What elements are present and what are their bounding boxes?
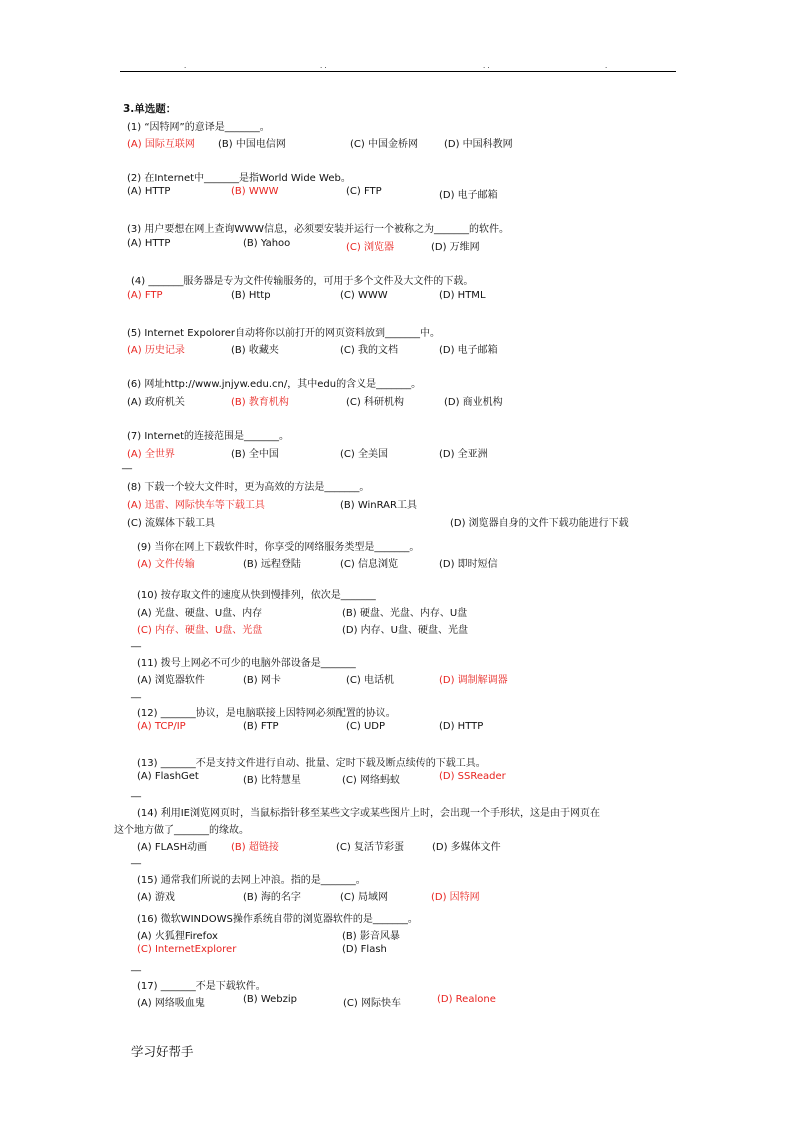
- option-d: (D) 多媒体文件: [432, 842, 501, 853]
- option-b: (B) Http: [231, 290, 271, 301]
- separator-dash: __: [131, 637, 141, 648]
- option-b: (B) 硬盘、光盘、内存、U盘: [342, 608, 468, 619]
- option-a: (A) 全世界: [127, 449, 175, 460]
- question-text: (4) _______服务器是专为文件传输服务的，可用于多个文件及大文件的下载。: [131, 276, 474, 287]
- option-d: (D) HTML: [439, 290, 486, 301]
- option-b: (B) FTP: [243, 721, 279, 732]
- separator-dash: __: [131, 854, 141, 865]
- question-text: (16) 微软WINDOWS操作系统自带的浏览器软件的是_______。: [137, 914, 418, 925]
- option-d: (D) 浏览器自身的文件下载功能进行下载: [450, 518, 629, 529]
- option-a: (A) 国际互联网: [127, 139, 195, 150]
- option-c: (C) 电话机: [346, 675, 394, 686]
- option-b: (B) 比特慧星: [243, 775, 301, 786]
- option-d: (D) 因特网: [431, 892, 480, 903]
- question-text: (2) 在Internet中_______是指World Wide Web。: [127, 173, 351, 184]
- option-a: (A) 迅雷、网际快车等下载工具: [127, 500, 265, 511]
- question-text: (15) 通常我们所说的去网上冲浪。指的是_______。: [137, 875, 366, 886]
- section-title: 3.单选题：: [123, 103, 177, 115]
- option-a: (A) 历史记录: [127, 345, 185, 356]
- option-c: (C) 信息浏览: [340, 559, 398, 570]
- option-b: (B) WinRAR工具: [340, 500, 417, 511]
- question-text: (3) 用户要想在网上查询WWW信息，必须要安装并运行一个被称之为_______的软件。: [127, 224, 510, 235]
- option-c: (C) 浏览器: [346, 242, 394, 253]
- option-c: (C) 网络蚂蚁: [342, 775, 400, 786]
- option-a: (A) 政府机关: [127, 397, 185, 408]
- option-d: (D) Realone: [437, 994, 496, 1005]
- option-b: (B) 远程登陆: [243, 559, 301, 570]
- option-b: (B) 网卡: [243, 675, 281, 686]
- option-c: (C) 内存、硬盘、U盘、光盘: [137, 625, 263, 636]
- option-d: (D) 中国科教网: [444, 139, 513, 150]
- option-c: (C) FTP: [346, 186, 382, 197]
- question-text: (5) Internet Expolorer自动将你以前打开的网页资料放到_______中。: [127, 328, 440, 339]
- option-a: (A) 网络吸血鬼: [137, 998, 205, 1009]
- option-b: (B) 教育机构: [231, 397, 289, 408]
- option-b: (B) 超链接: [231, 842, 279, 853]
- option-a: (A) HTTP: [127, 238, 171, 249]
- question-text-continued: 这个地方做了_______的缘故。: [114, 825, 249, 836]
- question-text: (13) _______不是支持文件进行自动、批量、定时下载及断点续传的下载工具。: [137, 758, 486, 769]
- option-d: (D) 全亚洲: [439, 449, 488, 460]
- option-c: (C) 中国金桥网: [350, 139, 418, 150]
- option-d: (D) 电子邮箱: [439, 190, 498, 201]
- header-mark: . .: [483, 62, 490, 70]
- option-d: (D) Flash: [342, 944, 387, 955]
- option-c: (C) InternetExplorer: [137, 944, 237, 955]
- option-d: (D) HTTP: [439, 721, 484, 732]
- question-text: (11) 拨号上网必不可少的电脑外部设备是_______: [137, 658, 356, 669]
- option-b: (B) Yahoo: [243, 238, 291, 249]
- option-c: (C) 全美国: [340, 449, 388, 460]
- option-a: (A) 文件传输: [137, 559, 195, 570]
- option-a: (A) 游戏: [137, 892, 175, 903]
- option-c: (C) 复活节彩蛋: [336, 842, 404, 853]
- option-c: (C) 局域网: [340, 892, 388, 903]
- option-a: (A) 浏览器软件: [137, 675, 205, 686]
- option-b: (B) Webzip: [243, 994, 298, 1005]
- option-b: (B) 全中国: [231, 449, 279, 460]
- separator-dash: __: [131, 787, 141, 798]
- question-text: (12) _______协议，是电脑联接上因特网必须配置的协议。: [137, 708, 396, 719]
- option-a: (A) FTP: [127, 290, 163, 301]
- option-d: (D) 调制解调器: [439, 675, 508, 686]
- separator-dash: __: [131, 688, 141, 699]
- option-c: (C) 我的文档: [340, 345, 398, 356]
- option-d: (D) 内存、U盘、硬盘、光盘: [342, 625, 469, 636]
- question-text: (8) 下载一个较大文件时，更为高效的方法是_______。: [127, 482, 370, 493]
- header-mark: . .: [320, 62, 327, 70]
- footer-text: 学习好帮手: [131, 1044, 194, 1059]
- option-c: (C) 科研机构: [346, 397, 404, 408]
- option-a: (A) HTTP: [127, 186, 171, 197]
- option-b: (B) 影音风暴: [342, 931, 400, 942]
- option-a: (A) FLASH动画: [137, 842, 208, 853]
- option-b: (B) 收藏夹: [231, 345, 279, 356]
- separator-dash: __: [122, 459, 132, 470]
- separator-dash: __: [131, 961, 141, 972]
- question-text: (6) 网址http://www.jnjyw.edu.cn/，其中edu的含义是_______。: [127, 379, 422, 390]
- option-a: (A) 光盘、硬盘、U盘、内存: [137, 608, 263, 619]
- option-b: (B) WWW: [231, 186, 279, 197]
- header-rule: [120, 71, 676, 72]
- question-text: (9) 当你在网上下载软件时，你享受的网络服务类型是_______。: [137, 542, 420, 553]
- option-d: (D) 万维网: [431, 242, 480, 253]
- option-b: (B) 海的名字: [243, 892, 301, 903]
- question-text: (10) 按存取文件的速度从快到慢排列，依次是_______: [137, 590, 376, 601]
- option-a: (A) TCP/IP: [137, 721, 186, 732]
- option-a: (A) FlashGet: [137, 771, 199, 782]
- question-text: (7) Internet的连接范围是_______。: [127, 431, 290, 442]
- option-d: (D) 电子邮箱: [439, 345, 498, 356]
- question-text: (14) 利用IE浏览网页时，当鼠标指针移至某些文字或某些图片上时，会出现一个手形状，这是由于网页在: [137, 808, 600, 819]
- option-d: (D) 即时短信: [439, 559, 498, 570]
- question-text: (17) _______不是下载软件。: [137, 981, 266, 992]
- option-b: (B) 中国电信网: [218, 139, 286, 150]
- question-text: (1) “因特网”的意译是_______。: [127, 122, 270, 133]
- option-d: (D) SSReader: [439, 771, 506, 782]
- option-d: (D) 商业机构: [444, 397, 503, 408]
- option-c: (C) 流媒体下载工具: [127, 518, 215, 529]
- header-mark: .: [605, 62, 608, 70]
- option-c: (C) WWW: [340, 290, 388, 301]
- option-c: (C) 网际快车: [343, 998, 401, 1009]
- option-c: (C) UDP: [346, 721, 386, 732]
- header-mark: .: [184, 62, 187, 70]
- option-a: (A) 火狐狸Firefox: [137, 931, 218, 942]
